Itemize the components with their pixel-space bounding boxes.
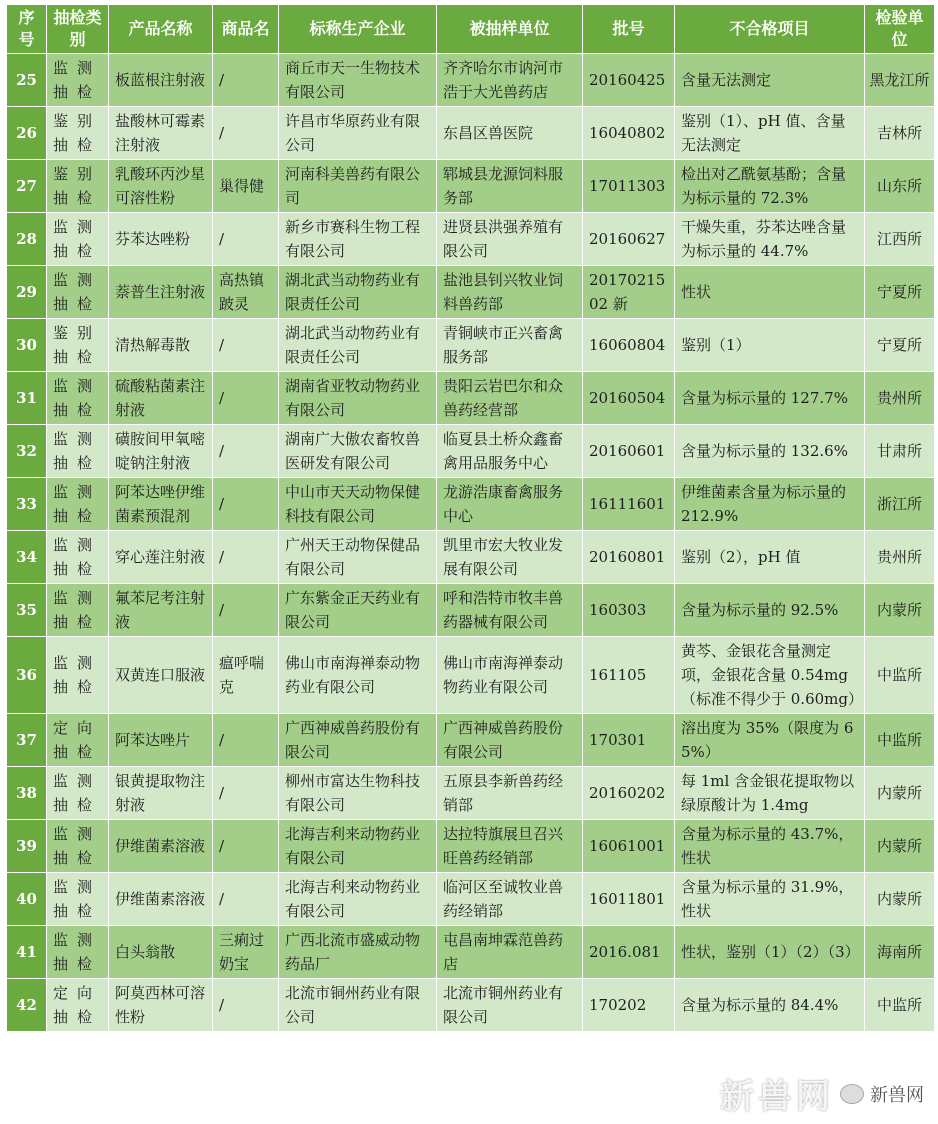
cell-brand: / xyxy=(213,767,279,820)
cell-type: 监测抽检 xyxy=(47,531,109,584)
cell-lab: 中监所 xyxy=(865,979,935,1032)
cell-batch: 2016.081 xyxy=(583,926,675,979)
cell-lab: 海南所 xyxy=(865,926,935,979)
cell-lab: 甘肃所 xyxy=(865,425,935,478)
cell-maker: 北流市铜州药业有限公司 xyxy=(279,979,437,1032)
cell-batch: 20160601 xyxy=(583,425,675,478)
cell-type: 监测抽检 xyxy=(47,820,109,873)
cell-batch: 16111601 xyxy=(583,478,675,531)
cell-brand: / xyxy=(213,478,279,531)
cell-type: 鉴别抽检 xyxy=(47,107,109,160)
cell-product: 阿苯达唑伊维菌素预混剂 xyxy=(109,478,213,531)
cell-product: 伊维菌素溶液 xyxy=(109,873,213,926)
cell-item: 干燥失重，芬苯达唑含量为标示量的 44.7% xyxy=(675,213,865,266)
cell-brand: / xyxy=(213,714,279,767)
cell-batch: 16040802 xyxy=(583,107,675,160)
cell-lab: 内蒙所 xyxy=(865,820,935,873)
cell-maker: 湖北武当动物药业有限责任公司 xyxy=(279,266,437,319)
cell-no: 40 xyxy=(7,873,47,926)
cell-lab: 吉林所 xyxy=(865,107,935,160)
table-row xyxy=(7,107,935,160)
cell-batch: 16060804 xyxy=(583,319,675,372)
watermark-label: 新兽网 xyxy=(870,1084,924,1106)
cell-batch: 16061001 xyxy=(583,820,675,873)
col-header-sampled: 被抽样单位 xyxy=(437,5,583,54)
cell-brand: / xyxy=(213,425,279,478)
cell-maker: 佛山市南海禅泰动物药业有限公司 xyxy=(279,637,437,714)
cell-item: 伊维菌素含量为标示量的 212.9% xyxy=(675,478,865,531)
cell-type: 监测抽检 xyxy=(47,266,109,319)
table-row xyxy=(7,478,935,531)
cell-item: 性状 xyxy=(675,266,865,319)
cell-batch: 20160627 xyxy=(583,213,675,266)
cell-type: 监测抽检 xyxy=(47,54,109,107)
cell-no: 26 xyxy=(7,107,47,160)
cell-no: 28 xyxy=(7,213,47,266)
cell-item: 每 1ml 含金银花提取物以绿原酸计为 1.4mg xyxy=(675,767,865,820)
cell-item: 含量为标示量的 31.9%，性状 xyxy=(675,873,865,926)
table-row xyxy=(7,372,935,425)
cell-sampled: 呼和浩特市牧丰兽药器械有限公司 xyxy=(437,584,583,637)
wechat-icon xyxy=(840,1084,864,1104)
cell-product: 硫酸粘菌素注射液 xyxy=(109,372,213,425)
cell-no: 37 xyxy=(7,714,47,767)
cell-item: 性状，鉴别（1）（2）（3） xyxy=(675,926,865,979)
cell-item: 含量为标示量的 84.4% xyxy=(675,979,865,1032)
cell-sampled: 东昌区兽医院 xyxy=(437,107,583,160)
cell-sampled: 广西神威兽药股份有限公司 xyxy=(437,714,583,767)
cell-sampled: 屯昌南坤霖范兽药店 xyxy=(437,926,583,979)
watermark xyxy=(720,1069,924,1118)
cell-maker: 新乡市赛科生物工程有限公司 xyxy=(279,213,437,266)
cell-batch: 16011801 xyxy=(583,873,675,926)
cell-type: 监测抽检 xyxy=(47,425,109,478)
cell-type: 监测抽检 xyxy=(47,926,109,979)
cell-product: 清热解毒散 xyxy=(109,319,213,372)
cell-no: 27 xyxy=(7,160,47,213)
cell-type: 定向抽检 xyxy=(47,979,109,1032)
table-row xyxy=(7,637,935,714)
cell-sampled: 北流市铜州药业有限公司 xyxy=(437,979,583,1032)
cell-lab: 内蒙所 xyxy=(865,767,935,820)
cell-item: 鉴别（2），pH 值 xyxy=(675,531,865,584)
table-row xyxy=(7,926,935,979)
table-row xyxy=(7,266,935,319)
cell-batch: 160303 xyxy=(583,584,675,637)
cell-maker: 柳州市富达生物科技有限公司 xyxy=(279,767,437,820)
cell-product: 白头翁散 xyxy=(109,926,213,979)
cell-maker: 商丘市天一生物技术有限公司 xyxy=(279,54,437,107)
cell-product: 乳酸环丙沙星可溶性粉 xyxy=(109,160,213,213)
cell-lab: 山东所 xyxy=(865,160,935,213)
cell-maker: 中山市天天动物保健科技有限公司 xyxy=(279,478,437,531)
cell-sampled: 凯里市宏大牧业发展有限公司 xyxy=(437,531,583,584)
col-header-type: 抽检类别 xyxy=(47,5,109,54)
cell-brand: / xyxy=(213,372,279,425)
cell-type: 定向抽检 xyxy=(47,714,109,767)
cell-no: 29 xyxy=(7,266,47,319)
cell-brand: / xyxy=(213,584,279,637)
cell-sampled: 临夏县土桥众鑫畜禽用品服务中心 xyxy=(437,425,583,478)
cell-maker: 广东紫金正天药业有限公司 xyxy=(279,584,437,637)
cell-type: 监测抽检 xyxy=(47,637,109,714)
cell-batch: 17011303 xyxy=(583,160,675,213)
cell-maker: 许昌市华原药业有限公司 xyxy=(279,107,437,160)
cell-no: 41 xyxy=(7,926,47,979)
cell-maker: 湖北武当动物药业有限责任公司 xyxy=(279,319,437,372)
cell-no: 30 xyxy=(7,319,47,372)
cell-maker: 广州天王动物保健品有限公司 xyxy=(279,531,437,584)
cell-product: 银黄提取物注射液 xyxy=(109,767,213,820)
col-header-maker: 标称生产企业 xyxy=(279,5,437,54)
cell-no: 42 xyxy=(7,979,47,1032)
table-row xyxy=(7,213,935,266)
cell-type: 监测抽检 xyxy=(47,478,109,531)
cell-item: 含量为标示量的 127.7% xyxy=(675,372,865,425)
cell-maker: 北海吉利来动物药业有限公司 xyxy=(279,820,437,873)
cell-sampled: 佛山市南海禅泰动物药业有限公司 xyxy=(437,637,583,714)
cell-sampled: 齐齐哈尔市讷河市浩于大光兽药店 xyxy=(437,54,583,107)
cell-lab: 中监所 xyxy=(865,637,935,714)
cell-type: 监测抽检 xyxy=(47,873,109,926)
cell-lab: 内蒙所 xyxy=(865,873,935,926)
table-row xyxy=(7,54,935,107)
cell-product: 盐酸林可霉素注射液 xyxy=(109,107,213,160)
cell-brand: 三痢过奶宝 xyxy=(213,926,279,979)
cell-maker: 河南科美兽药有限公司 xyxy=(279,160,437,213)
cell-product: 穿心莲注射液 xyxy=(109,531,213,584)
cell-lab: 浙江所 xyxy=(865,478,935,531)
cell-no: 25 xyxy=(7,54,47,107)
cell-no: 31 xyxy=(7,372,47,425)
cell-no: 39 xyxy=(7,820,47,873)
cell-no: 38 xyxy=(7,767,47,820)
cell-product: 萘普生注射液 xyxy=(109,266,213,319)
cell-item: 检出对乙酰氨基酚；含量为标示量的 72.3% xyxy=(675,160,865,213)
cell-no: 33 xyxy=(7,478,47,531)
table-row xyxy=(7,767,935,820)
table-row xyxy=(7,820,935,873)
cell-brand: / xyxy=(213,979,279,1032)
cell-type: 鉴别抽检 xyxy=(47,160,109,213)
cell-brand: 高热镇跛灵 xyxy=(213,266,279,319)
cell-item: 含量为标示量的 43.7%，性状 xyxy=(675,820,865,873)
cell-type: 鉴别抽检 xyxy=(47,319,109,372)
cell-sampled: 临河区至诚牧业兽药经销部 xyxy=(437,873,583,926)
cell-brand: / xyxy=(213,531,279,584)
cell-sampled: 进贤县洪强养殖有限公司 xyxy=(437,213,583,266)
cell-sampled: 达拉特旗展旦召兴旺兽药经销部 xyxy=(437,820,583,873)
cell-batch: 170301 xyxy=(583,714,675,767)
cell-product: 氟苯尼考注射液 xyxy=(109,584,213,637)
cell-lab: 宁夏所 xyxy=(865,319,935,372)
col-header-brand: 商品名 xyxy=(213,5,279,54)
cell-item: 黄芩、金银花含量测定项，金银花含量 0.54mg（标准不得少于 0.60mg） xyxy=(675,637,865,714)
col-header-no: 序号 xyxy=(7,5,47,54)
col-header-lab: 检验单位 xyxy=(865,5,935,54)
cell-no: 32 xyxy=(7,425,47,478)
cell-brand: / xyxy=(213,820,279,873)
cell-sampled: 盐池县钊兴牧业饲料兽药部 xyxy=(437,266,583,319)
table-row xyxy=(7,584,935,637)
col-header-product: 产品名称 xyxy=(109,5,213,54)
cell-item: 鉴别（1） xyxy=(675,319,865,372)
cell-lab: 黑龙江所 xyxy=(865,54,935,107)
cell-batch: 161105 xyxy=(583,637,675,714)
cell-maker: 广西北流市盛威动物药品厂 xyxy=(279,926,437,979)
cell-no: 34 xyxy=(7,531,47,584)
cell-maker: 北海吉利来动物药业有限公司 xyxy=(279,873,437,926)
cell-brand: 巢得健 xyxy=(213,160,279,213)
inspection-table-sheet xyxy=(6,4,934,1032)
cell-product: 双黄连口服液 xyxy=(109,637,213,714)
cell-brand: / xyxy=(213,107,279,160)
cell-brand: / xyxy=(213,54,279,107)
cell-product: 阿莫西林可溶性粉 xyxy=(109,979,213,1032)
cell-product: 磺胺间甲氧嘧啶钠注射液 xyxy=(109,425,213,478)
table-row xyxy=(7,714,935,767)
cell-product: 阿苯达唑片 xyxy=(109,714,213,767)
col-header-item: 不合格项目 xyxy=(675,5,865,54)
table-row xyxy=(7,160,935,213)
cell-brand: / xyxy=(213,213,279,266)
table-row xyxy=(7,425,935,478)
inspection-table xyxy=(6,4,935,1032)
cell-no: 35 xyxy=(7,584,47,637)
cell-item: 含量无法测定 xyxy=(675,54,865,107)
cell-sampled: 五原县李新兽药经销部 xyxy=(437,767,583,820)
table-row xyxy=(7,979,935,1032)
cell-maker: 湖南广大傲农畜牧兽医研发有限公司 xyxy=(279,425,437,478)
cell-type: 监测抽检 xyxy=(47,584,109,637)
cell-product: 芬苯达唑粉 xyxy=(109,213,213,266)
cell-no: 36 xyxy=(7,637,47,714)
cell-type: 监测抽检 xyxy=(47,213,109,266)
cell-maker: 湖南省亚牧动物药业有限公司 xyxy=(279,372,437,425)
cell-lab: 宁夏所 xyxy=(865,266,935,319)
cell-sampled: 郓城县龙源饲料服务部 xyxy=(437,160,583,213)
cell-lab: 贵州所 xyxy=(865,372,935,425)
table-row xyxy=(7,873,935,926)
cell-product: 板蓝根注射液 xyxy=(109,54,213,107)
cell-sampled: 龙游浩康畜禽服务中心 xyxy=(437,478,583,531)
cell-lab: 内蒙所 xyxy=(865,584,935,637)
cell-brand: / xyxy=(213,873,279,926)
cell-batch: 170202 xyxy=(583,979,675,1032)
watermark-logo: 新兽网 xyxy=(720,1077,834,1117)
cell-type: 监测抽检 xyxy=(47,767,109,820)
table-body xyxy=(7,54,935,1032)
header-row xyxy=(7,5,935,54)
cell-product: 伊维菌素溶液 xyxy=(109,820,213,873)
cell-item: 鉴别（1）、pH 值、含量无法测定 xyxy=(675,107,865,160)
cell-lab: 中监所 xyxy=(865,714,935,767)
cell-batch: 2017021502 新 xyxy=(583,266,675,319)
table-row xyxy=(7,319,935,372)
cell-item: 含量为标示量的 92.5% xyxy=(675,584,865,637)
cell-lab: 江西所 xyxy=(865,213,935,266)
cell-lab: 贵州所 xyxy=(865,531,935,584)
cell-batch: 20160801 xyxy=(583,531,675,584)
cell-item: 含量为标示量的 132.6% xyxy=(675,425,865,478)
col-header-batch: 批号 xyxy=(583,5,675,54)
cell-batch: 20160202 xyxy=(583,767,675,820)
cell-brand: / xyxy=(213,319,279,372)
cell-brand: 瘟呼喘克 xyxy=(213,637,279,714)
cell-batch: 20160504 xyxy=(583,372,675,425)
cell-batch: 20160425 xyxy=(583,54,675,107)
cell-sampled: 青铜峡市正兴畜禽服务部 xyxy=(437,319,583,372)
table-row xyxy=(7,531,935,584)
cell-sampled: 贵阳云岩巴尔和众兽药经营部 xyxy=(437,372,583,425)
cell-item: 溶出度为 35%（限度为 65%） xyxy=(675,714,865,767)
cell-type: 监测抽检 xyxy=(47,372,109,425)
cell-maker: 广西神威兽药股份有限公司 xyxy=(279,714,437,767)
